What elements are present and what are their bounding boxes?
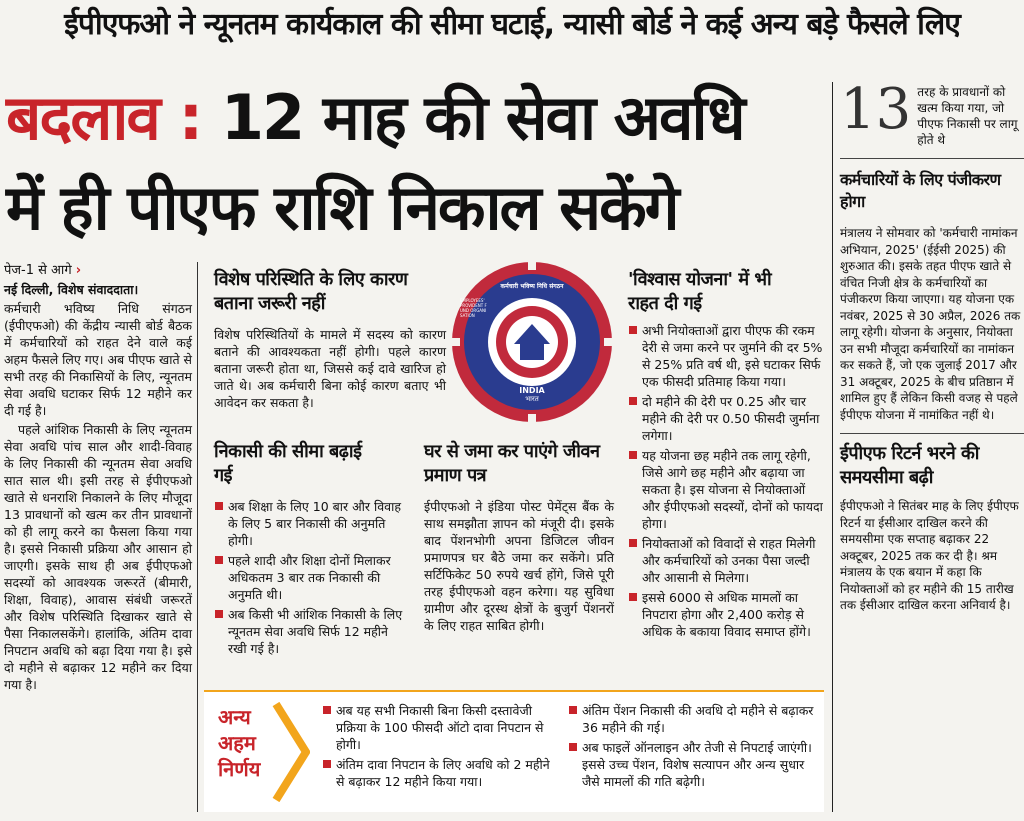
other-bullet: अंतिम दावा निपटान के लिए अवधि को 2 महीने से बढ़ाकर 12 महीने किया गया। xyxy=(322,756,550,790)
registration-body: मंत्रालय ने सोमवार को 'कर्मचारी नामांकन अभियान, 2025' (ईईसी 2025) की शुरुआत की। इसके तहत पीएफ खाते से वंचित निजी क्षेत्र के कर्मचारियों का पंजीकरण किया जाएगा। यह योजना एक नवंबर, 2025 से 30 अप्रैल, 2026 तक लागू रहेगी। योजना के अनुसार, नियोक्ता उन सभी मौजूदा कर्मचारियों का नामांकन कर सकते हैं, जो एक जुलाई 2017 और 31 अक्टूबर, 2025 के बीच प्रतिष्ठान में शामिल हुए हैं लेकिन किसी वजह से पहले ईपीएफ योजना में नामांकित नहीं थे। xyxy=(840,226,1021,422)
left-column xyxy=(4,262,192,695)
right-column xyxy=(840,77,1024,614)
continued-label: पेज-1 से आगे xyxy=(4,263,72,278)
special-body: विशेष परिस्थितियों के मामले में सदस्य को कारण बताने की आवश्यकता नहीं होगी। पहले कारण बताना जरूरी होता था, जिससे कई दावे खारिज हो जाते थे। अब कर्मचारी बिना कोई कारण बताए भी आवेदन कर सकता है। xyxy=(214,327,446,410)
number-text: तरह के प्रावधानों को खत्म किया गया, जो पीएफ निकासी पर लागू होते थे xyxy=(917,85,1018,147)
vishwas-bullet: यह योजना छह महीने तक लागू रहेगी, जिसे आगे छह महीने और बढ़ाया जा सकता है। इस योजना से नियोक्ताओं और ईपीएफओ सदस्यों, दोनों को फायदा होगा। xyxy=(628,447,824,532)
vishwas-box xyxy=(628,268,824,643)
epfo-logo xyxy=(452,262,612,422)
other-label-word: अहम xyxy=(218,731,256,755)
limit-bullet: अब किसी भी आंशिक निकासी के लिए न्यूनतम सेवा अवधि सिर्फ 12 महीने रखी गई है। xyxy=(214,606,410,657)
limit-heading: निकासी की सीमा बढ़ाई गई xyxy=(214,441,362,486)
big-number: 13 xyxy=(840,77,912,142)
other-bullet: अब यह सभी निकासी बिना किसी दस्तावेजी प्रक्रिया के 100 फीसदी ऑटो दावा निपटान से होगी। xyxy=(322,702,550,753)
dateline: नई दिल्ली, विशेष संवाददाता। xyxy=(4,282,139,297)
limit-bullet: अब शिक्षा के लिए 10 बार और विवाह के लिए 5 बार निकासी की अनुमति होगी। xyxy=(214,498,410,549)
main-headline-line2: में ही पीएफ राशि निकाल सकेंगे xyxy=(6,171,678,244)
other-label-word: निर्णय xyxy=(218,757,261,781)
vishwas-bullet: दो महीने की देरी पर 0.25 और चार महीने की देरी पर 0.50 फीसदी जुर्माना लगेगा। xyxy=(628,393,824,444)
other-bullet: अंतिम पेंशन निकासी की अवधि दो महीने से बढ़ाकर 36 महीने की गई। xyxy=(568,702,816,736)
jeevan-body: ईपीएफओ ने इंडिया पोस्ट पेमेंट्स बैंक के साथ समझौता ज्ञापन को मंजूरी दी। इसके बाद पेंशनभोगी अपना डिजिटल जीवन प्रमाणपत्र घर बैठे जमा कर सकेंगे। प्रति सर्टिफिकेट 50 रुपये खर्च होंगे, जिसे पूरी तरह ईपीएफओ वहन करेगा। यह सुविधा ग्रामीण और दूरस्थ क्षेत्रों के बुजुर्ग पेंशनरों के लिए राहत साबित होगी। xyxy=(424,499,614,633)
logo-text-top: कर्मचारी भविष्य निधि संगठन xyxy=(500,283,564,290)
story-para-1: कर्मचारी भविष्य निधि संगठन (ईपीएफओ) की केंद्रीय न्यासी बोर्ड बैठक में कर्मचारियों को राहत देने वाले कई अहम फैसले लिए गए। अब पीएफ खाते से सभी तरह की निकासियों के लिए, न्यूनतम सेवा अवधि घटाकर सिर्फ 12 महीने कर दी गई है। xyxy=(4,301,192,418)
special-box xyxy=(214,268,446,411)
logo-country-hi: भारत xyxy=(525,395,539,403)
divider-line xyxy=(840,433,1024,434)
vishwas-bullet: इससे 6000 से अधिक मामलों का निपटारा होगा और 2,400 करोड़ से अधिक के बकाया विवाद समाप्त होंगे। xyxy=(628,589,824,640)
vishwas-heading: 'विश्वास योजना' में भी राहत दी गई xyxy=(628,269,772,314)
return-body: ईपीएफओ ने सितंबर माह के लिए ईपीएफ रिटर्न या ईसीआर दाखिल करने की समयसीमा एक सप्ताह बढ़ाकर 22 अक्टूबर, 2025 तक कर दी है। श्रम मंत्रालय के एक बयान में कहा कि नियोक्ताओं को हर महीने की 15 तारीख तक ईसीआर दाखिल करना अनिवार्य है। xyxy=(840,499,1019,612)
limit-box xyxy=(214,440,410,660)
other-label-word: अन्य xyxy=(218,705,251,729)
chevron-right-icon: › xyxy=(75,263,82,278)
limit-bullet: पहले शादी और शिक्षा दोनों मिलाकर अधिकतम 3 बार तक निकासी की अनुमति थी। xyxy=(214,552,410,603)
other-bullet: अब फाइलें ऑनलाइन और तेजी से निपटाई जाएंगी। इससे उच्च पेंशन, विशेष सत्यापन और अन्य सुधार जैसे मामलों की गति बढ़ेगी। xyxy=(568,739,816,790)
divider-line xyxy=(840,158,1024,159)
column-divider-right xyxy=(832,82,833,812)
other-bullets-right xyxy=(568,702,816,793)
jeevan-heading: घर से जमा कर पाएंगे जीवन प्रमाण पत्र xyxy=(424,441,600,486)
other-bullets-left xyxy=(322,702,550,793)
chevron-right-icon xyxy=(270,702,310,802)
jeevan-box xyxy=(424,440,614,634)
other-decisions-box xyxy=(204,690,824,812)
logo-ring-text: EMPLOYEES' PROVIDENT FUND ORGANISATION xyxy=(460,298,487,318)
vishwas-bullet: अभी नियोक्ताओं द्वारा पीएफ की रकम देरी से जमा करने पर जुर्माने की दर 5% से 25% प्रति वर्ष थी, इसे घटाकर सिर्फ एक फीसदी प्रतिमाह किया गया। xyxy=(628,322,824,390)
other-label xyxy=(218,704,260,782)
registration-heading: कर्मचारियों के लिए पंजीकरण होगा xyxy=(840,170,1001,211)
logo-country-en: INDIA xyxy=(519,386,545,395)
headline-prefix: बदलाव : xyxy=(6,81,202,154)
story-para-2: पहले आंशिक निकासी के लिए न्यूनतम सेवा अवधि पांच साल और शादी-विवाह के लिए निकासी की न्यूनतम सेवा अवधि सात साल थी। इसी तरह से ईपीएफओ खाते से धनराशि निकालने के लिए मौजूदा 13 प्रावधानों को खत्म कर तीन प्रावधानों को ही लागू करने का फैसला किया गया है। इससे निकासी प्रक्रिया और आसान हो जाएगी। इसके साथ ही अब ईपीएफओ सदस्यों को आवश्यक जरूरतें (बीमारी, शिक्षा, विवाह), आवास संबंधी जरूरतें और विशेष परिस्थिति दिखाकर खाते से पैसा निकालसकेंगे। हालांकि, अंतिम दावा निपटान अवधि को बढ़ा दिया गया है। इसे दो महीने से बढ़ाकर 12 महीने कर दिया गया है। xyxy=(4,422,192,692)
return-heading: ईपीएफ रिटर्न भरने की समयसीमा बढ़ी xyxy=(840,443,979,488)
headline-line1-rest: 12 माह की सेवा अवधि xyxy=(201,81,744,154)
main-headline-line1 xyxy=(6,74,744,158)
vishwas-bullet: नियोक्ताओं को विवादों से राहत मिलेगी और कर्मचारियों को उनका पैसा जल्दी और आसानी से मिलेगा। xyxy=(628,535,824,586)
kicker-headline: ईपीएफओ ने न्यूनतम कार्यकाल की सीमा घटाई, न्यासी बोर्ड ने कई अन्य बड़े फैसले लिए xyxy=(64,7,960,42)
special-heading: विशेष परिस्थिति के लिए कारण बताना जरूरी नहीं xyxy=(214,269,408,314)
column-divider-left xyxy=(197,262,198,812)
